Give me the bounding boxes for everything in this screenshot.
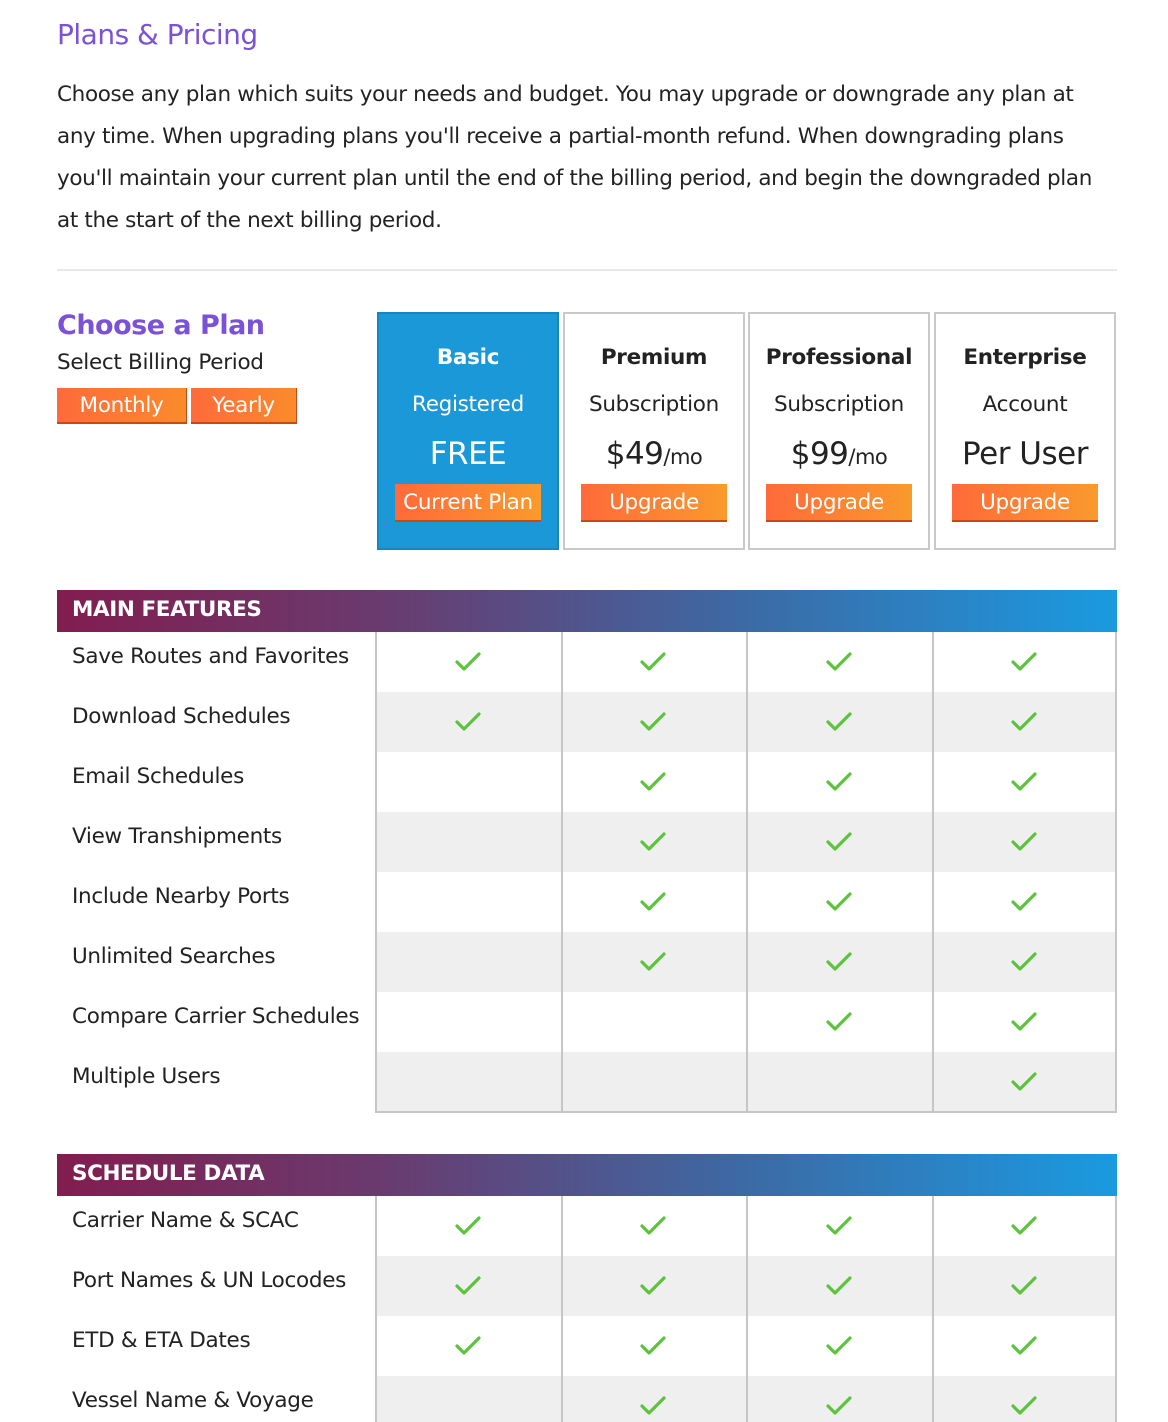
check-icon (454, 651, 482, 673)
feature-cell (561, 692, 747, 752)
feature-cell (561, 992, 747, 1052)
feature-label: Carrier Name & SCAC (72, 1208, 299, 1233)
plan-price-unit: /mo (848, 445, 888, 469)
billing-period-label: Select Billing Period (57, 350, 264, 375)
feature-label: Save Routes and Favorites (72, 644, 349, 669)
feature-label: Compare Carrier Schedules (72, 1004, 360, 1029)
plan-subtitle: Subscription (774, 392, 904, 417)
feature-cell (561, 872, 747, 932)
plan-price (750, 436, 928, 472)
schedule-data-header: SCHEDULE DATA (57, 1154, 1117, 1196)
feature-cell (746, 992, 932, 1052)
feature-row (57, 872, 1117, 932)
feature-cell (746, 872, 932, 932)
feature-cell (932, 632, 1118, 692)
feature-cell (746, 812, 932, 872)
feature-label: Vessel Name & Voyage (72, 1388, 314, 1413)
check-icon (639, 1335, 667, 1357)
check-icon (454, 1335, 482, 1357)
feature-cell (932, 752, 1118, 812)
feature-label: Email Schedules (72, 764, 244, 789)
plan-name: Professional (765, 345, 913, 370)
column-divider (932, 632, 934, 1112)
feature-cell (932, 1196, 1118, 1256)
plan-subtitle: Registered (412, 392, 524, 417)
feature-row (57, 992, 1117, 1052)
feature-cell (932, 1052, 1118, 1112)
feature-row (57, 1052, 1117, 1112)
check-icon (1010, 711, 1038, 733)
feature-cell (375, 752, 561, 812)
feature-row (57, 752, 1117, 812)
plan-price (565, 436, 743, 472)
feature-cell (561, 1376, 747, 1422)
feature-cell (561, 932, 747, 992)
check-icon (1010, 1215, 1038, 1237)
column-divider (746, 1196, 748, 1422)
feature-cell (375, 1052, 561, 1112)
plan-card-premium (563, 312, 745, 550)
feature-cell (932, 1256, 1118, 1316)
check-icon (639, 1395, 667, 1417)
feature-cell (375, 1256, 561, 1316)
feature-row (57, 1196, 1117, 1256)
plan-subtitle: Account (982, 392, 1068, 417)
upgrade-button[interactable]: Upgrade (952, 484, 1098, 522)
divider (57, 269, 1117, 271)
upgrade-button[interactable]: Upgrade (766, 484, 912, 522)
check-icon (1010, 771, 1038, 793)
feature-cell (561, 1196, 747, 1256)
plan-name: Premium (600, 345, 708, 370)
feature-cell (746, 632, 932, 692)
feature-cell (932, 1376, 1118, 1422)
feature-cell (746, 692, 932, 752)
feature-cell (561, 1052, 747, 1112)
feature-label: View Transhipments (72, 824, 282, 849)
feature-cell (561, 752, 747, 812)
check-icon (1010, 651, 1038, 673)
check-icon (825, 651, 853, 673)
feature-label: Download Schedules (72, 704, 291, 729)
feature-row (57, 932, 1117, 992)
check-icon (639, 831, 667, 853)
feature-cell (746, 752, 932, 812)
plan-name: Basic (436, 345, 500, 370)
column-divider (375, 1196, 377, 1422)
column-divider (561, 1196, 563, 1422)
check-icon (825, 771, 853, 793)
check-icon (825, 1011, 853, 1033)
current-plan-button[interactable]: Current Plan (395, 484, 541, 522)
column-divider (1115, 632, 1117, 1112)
yearly-button[interactable]: Yearly (191, 388, 297, 424)
intro-text: Choose any plan which suits your needs and budget. You may upgrade or downgrade any plan at any time. When upgrading plans you'll receive a partial-month refund. When downgrading plans you'll maintain your current plan until the end of the billing period, and begin the downgraded plan at the start of the next billing period. (57, 82, 1092, 233)
check-icon (1010, 1395, 1038, 1417)
feature-cell (746, 1256, 932, 1316)
check-icon (825, 951, 853, 973)
feature-cell (932, 932, 1118, 992)
table-bottom-border (375, 1111, 1117, 1113)
feature-cell (561, 632, 747, 692)
feature-cell (746, 1196, 932, 1256)
column-divider (375, 632, 377, 1112)
check-icon (454, 711, 482, 733)
feature-cell (375, 812, 561, 872)
check-icon (1010, 1275, 1038, 1297)
feature-cell (746, 1316, 932, 1376)
check-icon (454, 1215, 482, 1237)
feature-cell (375, 1316, 561, 1376)
check-icon (825, 1275, 853, 1297)
feature-label: ETD & ETA Dates (72, 1328, 251, 1353)
feature-cell (375, 992, 561, 1052)
feature-cell (932, 812, 1118, 872)
feature-cell (932, 692, 1118, 752)
check-icon (1010, 831, 1038, 853)
plan-price-value: FREE (429, 436, 507, 472)
plan-price-value: $49 (605, 436, 664, 472)
feature-cell (375, 932, 561, 992)
feature-cell (746, 1052, 932, 1112)
plan-price-value: Per User (962, 436, 1088, 472)
check-icon (639, 651, 667, 673)
main-features-header: MAIN FEATURES (57, 590, 1117, 632)
check-icon (1010, 1011, 1038, 1033)
feature-cell (932, 992, 1118, 1052)
feature-cell (375, 1196, 561, 1256)
check-icon (1010, 1335, 1038, 1357)
feature-label: Include Nearby Ports (72, 884, 290, 909)
column-divider (932, 1196, 934, 1422)
check-icon (639, 891, 667, 913)
check-icon (1010, 891, 1038, 913)
check-icon (639, 771, 667, 793)
plan-card-enterprise (934, 312, 1116, 550)
check-icon (639, 951, 667, 973)
check-icon (1010, 951, 1038, 973)
check-icon (825, 831, 853, 853)
feature-cell (375, 872, 561, 932)
check-icon (825, 1215, 853, 1237)
feature-cell (375, 1376, 561, 1422)
feature-cell (746, 932, 932, 992)
plan-price-unit: /mo (663, 445, 703, 469)
feature-cell (932, 872, 1118, 932)
feature-row (57, 632, 1117, 692)
check-icon (825, 1395, 853, 1417)
feature-row (57, 1376, 1117, 1422)
feature-row (57, 1316, 1117, 1376)
check-icon (639, 1275, 667, 1297)
page-title: Plans & Pricing (57, 18, 258, 51)
column-divider (561, 632, 563, 1112)
check-icon (825, 711, 853, 733)
check-icon (639, 711, 667, 733)
plan-price (936, 436, 1114, 472)
upgrade-button[interactable]: Upgrade (581, 484, 727, 522)
plan-price (379, 436, 557, 472)
feature-row (57, 1256, 1117, 1316)
plan-name: Enterprise (963, 345, 1087, 370)
main-features-table (57, 632, 1117, 1112)
check-icon (454, 1275, 482, 1297)
plan-card-basic (377, 312, 559, 550)
check-icon (825, 1335, 853, 1357)
feature-cell (746, 1376, 932, 1422)
monthly-button[interactable]: Monthly (57, 388, 187, 424)
choose-plan-title: Choose a Plan (57, 310, 265, 341)
feature-cell (375, 692, 561, 752)
column-divider (1115, 1196, 1117, 1422)
feature-label: Multiple Users (72, 1064, 221, 1089)
check-icon (825, 891, 853, 913)
plan-price-value: $99 (790, 436, 849, 472)
check-icon (1010, 1071, 1038, 1093)
feature-cell (561, 1316, 747, 1376)
feature-cell (932, 1316, 1118, 1376)
feature-cell (561, 812, 747, 872)
feature-label: Unlimited Searches (72, 944, 276, 969)
feature-label: Port Names & UN Locodes (72, 1268, 347, 1293)
check-icon (639, 1215, 667, 1237)
feature-row (57, 812, 1117, 872)
feature-row (57, 692, 1117, 752)
column-divider (746, 632, 748, 1112)
plan-subtitle: Subscription (589, 392, 719, 417)
feature-cell (561, 1256, 747, 1316)
feature-cell (375, 632, 561, 692)
schedule-data-table (57, 1196, 1117, 1422)
plan-card-professional (748, 312, 930, 550)
